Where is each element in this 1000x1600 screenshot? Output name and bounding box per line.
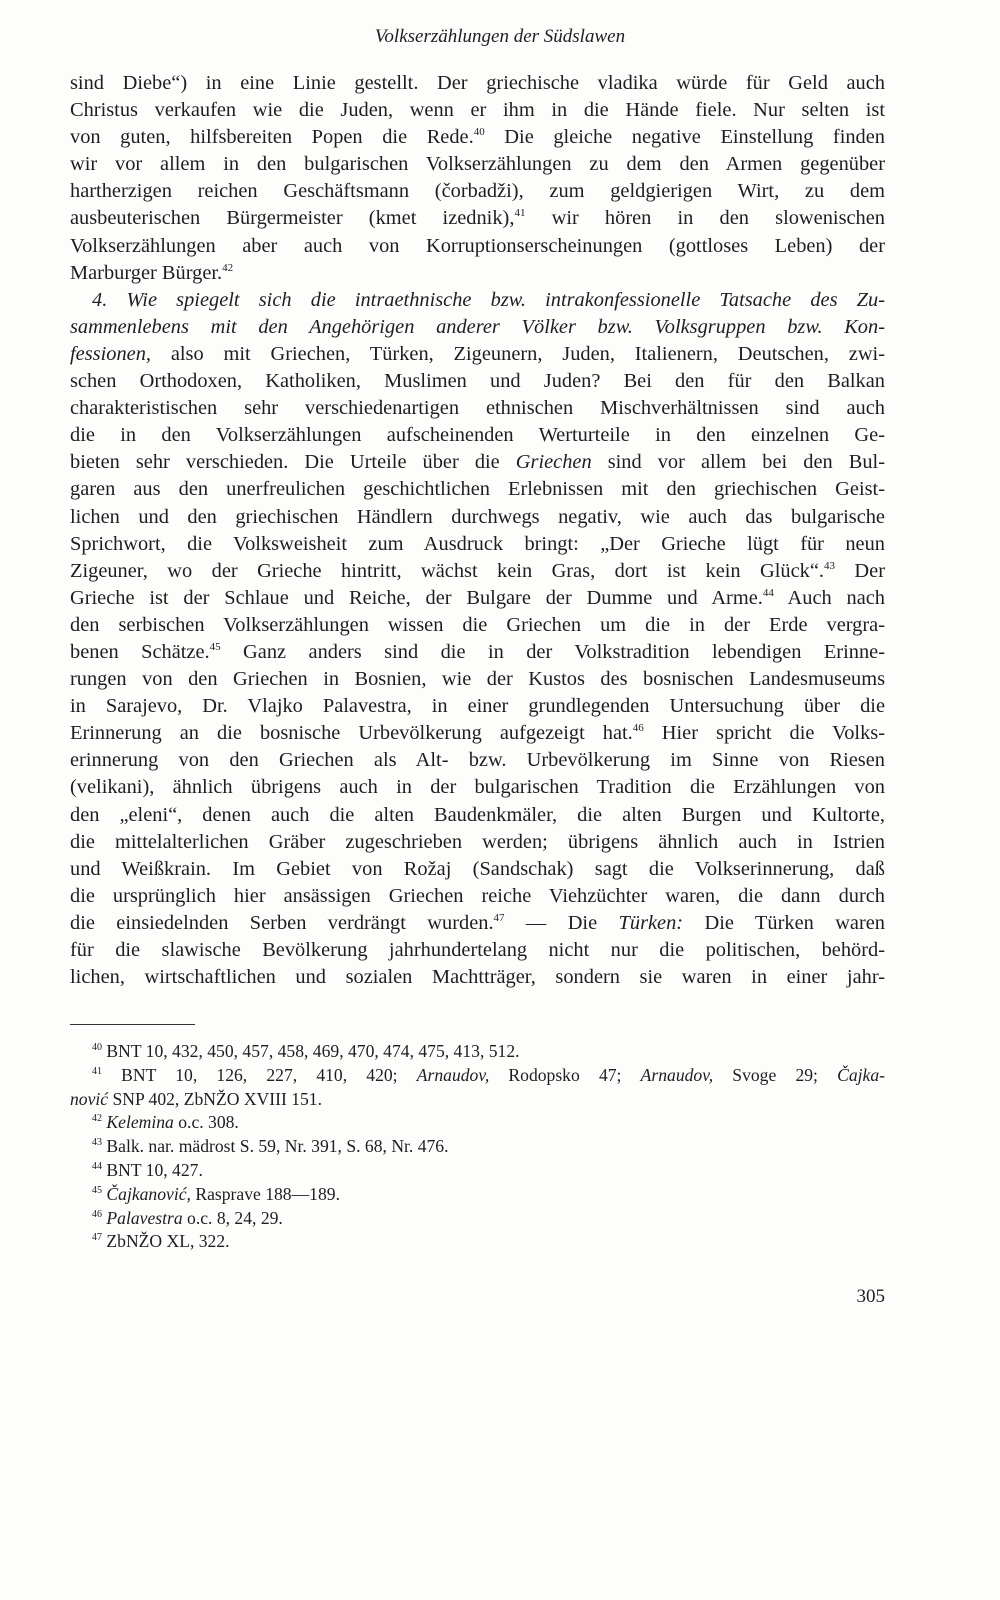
footnote-41-cont: nović SNP 402, ZbNŽO XVIII 151. bbox=[70, 1088, 322, 1109]
text-line: die ursprünglich hier ansässigen Griechen reiche Viehzüchter waren, die dann durch bbox=[70, 884, 885, 907]
text-line: Christus verkaufen wie die Juden, wenn er ihm in die Hände fiele. Nur selten ist bbox=[70, 99, 885, 122]
text-line: garen aus den unerfreulichen geschichtlichen Erlebnissen mit den griechischen Geist- bbox=[70, 478, 885, 501]
footnote-41: $^{41}$ BNT 10, 126, 227, 410, 420; Arnaudov, Rodopsko 47; Arnaudov, Svoge 29; Čajka- bbox=[92, 1064, 885, 1085]
section-heading-line: 4. Wie spiegelt sich die intraethnische bzw. intrakonfessionelle Tatsache des Zu- bbox=[92, 288, 885, 311]
text-line: ausbeuterischen Bürgermeister (kmet izednik),$^{41}$ wir hören in den slowenischen bbox=[70, 207, 885, 230]
text-line: (velikani), ähnlich übrigens auch in der bulgarischen Tradition die Erzählungen von bbox=[70, 776, 885, 799]
footnote-ref[interactable]: 43 bbox=[824, 559, 836, 572]
footnote-45: $^{45}$ Čajkanović, Rasprave 188—189. bbox=[92, 1183, 340, 1204]
text-line: Sprichwort, die Volksweisheit zum Ausdruck bringt: „Der Grieche lügt für neun bbox=[70, 532, 885, 555]
text-line: die einsiedelnden Serben verdrängt wurden.$^{47}$ — Die Türken: Die Türken waren bbox=[70, 911, 885, 934]
footnote-ref[interactable]: 42 bbox=[222, 261, 234, 274]
text-line: wir vor allem in den bulgarischen Volkserzählungen zu dem den Armen gegenüber bbox=[70, 153, 885, 176]
text-line: Volkserzählungen aber auch von Korruptionserscheinungen (gottloses Leben) der bbox=[70, 234, 885, 257]
text-line: schen Orthodoxen, Katholiken, Muslimen und Juden? Bei den für den Balkan bbox=[70, 370, 885, 393]
text-line: die mittelalterlichen Gräber zugeschrieben werden; übrigens ähnlich auch in Istrien bbox=[70, 830, 885, 853]
text-line: und Weißkrain. Im Gebiet von Rožaj (Sandschak) sagt die Volkserinnerung, daß bbox=[70, 857, 885, 880]
page-number: 305 bbox=[856, 1286, 885, 1307]
footnote-ref[interactable]: 44 bbox=[762, 586, 774, 599]
text-line: von guten, hilfsbereiten Popen die Rede.$^{40}$ Die gleiche negative Einstellung finden bbox=[70, 126, 885, 149]
text-line: in Sarajevo, Dr. Vlajko Palavestra, in einer grundlegenden Untersuchung über die bbox=[70, 695, 885, 718]
text-line: sind Diebe“) in eine Linie gestellt. Der griechische vladika würde für Geld auch bbox=[70, 72, 885, 94]
text-line: Zigeuner, wo der Grieche hintritt, wächst kein Gras, dort ist kein Glück“.$^{43}$ Der bbox=[70, 559, 885, 582]
footnote-43: $^{43}$ Balk. nar. mädrost S. 59, Nr. 391, S. 68, Nr. 476. bbox=[92, 1136, 449, 1157]
text-line: rungen von den Griechen in Bosnien, wie der Kustos des bosnischen Landesmuseums bbox=[70, 668, 885, 691]
footnote-47: $^{47}$ ZbNŽO XL, 322. bbox=[92, 1231, 230, 1252]
footnote-44: $^{44}$ BNT 10, 427. bbox=[92, 1159, 203, 1180]
footnote-46: $^{46}$ Palavestra o.c. 8, 24, 29. bbox=[92, 1207, 283, 1228]
footnote-42: $^{42}$ Kelemina o.c. 308. bbox=[92, 1112, 239, 1133]
body-text bbox=[70, 70, 885, 991]
text-line: den „eleni“, denen auch die alten Baudenkmäler, die alten Burgen und Kultorte, bbox=[70, 803, 885, 826]
text-line: erinnerung von den Griechen als Alt- bzw. Urbevölkerung im Sinne von Riesen bbox=[70, 749, 885, 772]
text-line: lichen, wirtschaftlichen und sozialen Machtträger, sondern sie waren in einer jahr- bbox=[70, 966, 885, 989]
text-line: Erinnerung an die bosnische Urbevölkerung aufgezeigt hat.$^{46}$ Hier spricht die Volks- bbox=[70, 722, 885, 745]
footnote-ref[interactable]: 41 bbox=[514, 207, 526, 220]
footnote-ref[interactable]: 45 bbox=[209, 640, 221, 653]
text-line: Marburger Bürger.$^{42}$ bbox=[70, 261, 234, 284]
text-line: fessionen, also mit Griechen, Türken, Zigeunern, Juden, Italienern, Deutschen, zwi- bbox=[70, 342, 885, 365]
text-line: bieten sehr verschieden. Die Urteile über die Griechen sind vor allem bei den Bul- bbox=[70, 451, 885, 474]
text-line: für die slawische Bevölkerung jahrhundertelang nicht nur die politischen, behörd- bbox=[70, 939, 885, 961]
running-header: Volkserzählungen der Südslawen bbox=[374, 26, 626, 47]
footnote-rule bbox=[70, 1024, 195, 1025]
section-heading-line: sammenlebens mit den Angehörigen anderer Völker bzw. Volksgruppen bzw. Kon- bbox=[70, 315, 885, 338]
text-line: benen Schätze.$^{45}$ Ganz anders sind die in der Volkstradition lebendigen Erinne- bbox=[70, 640, 885, 663]
footnote-ref[interactable]: 46 bbox=[632, 722, 644, 735]
footnote-40: $^{40}$ BNT 10, 432, 450, 457, 458, 469, 470, 474, 475, 413, 512. bbox=[92, 1041, 520, 1061]
footnotes bbox=[70, 1040, 885, 1254]
footnote-ref[interactable]: 40 bbox=[473, 126, 485, 139]
text-line: Grieche ist der Schlaue und Reiche, der Bulgare der Dumme und Arme.$^{44}$ Auch nach bbox=[70, 586, 885, 609]
text-line: den serbischen Volkserzählungen wissen die Griechen um die in der Erde vergra- bbox=[70, 613, 885, 636]
text-line: charakteristischen sehr verschiedenartigen ethnischen Mischverhältnissen sind auch bbox=[70, 397, 885, 420]
text-line: hartherzigen reichen Geschäftsmann (čorbadži), zum geldgierigen Wirt, zu dem bbox=[70, 180, 885, 203]
footnote-ref[interactable]: 47 bbox=[493, 911, 505, 924]
text-line: die in den Volkserzählungen aufscheinenden Werturteile in den einzelnen Ge- bbox=[70, 424, 885, 447]
text-line: lichen und den griechischen Händlern durchwegs negativ, wie auch das bulgarische bbox=[70, 505, 885, 528]
